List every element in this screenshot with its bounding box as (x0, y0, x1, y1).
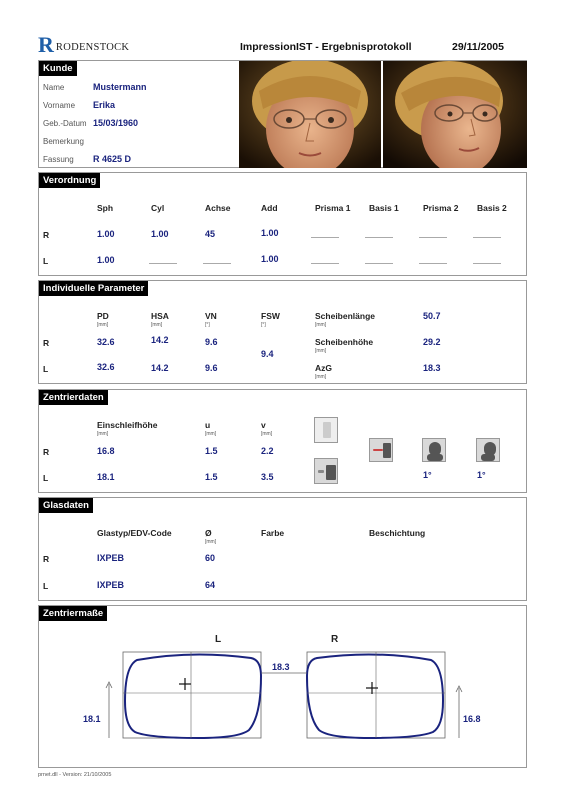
header-farbe: Farbe (261, 528, 285, 538)
section-label-kunde: Kunde (39, 61, 77, 76)
label-scheibenlaenge: Scheibenlänge (315, 311, 375, 321)
header-sph: Sph (97, 203, 114, 213)
unit-mm: [mm] (315, 348, 327, 354)
section-kunde (38, 60, 527, 168)
row-label-r: R (43, 447, 50, 457)
header-durchmesser: Ø (205, 528, 212, 538)
label-name: Name (43, 83, 65, 92)
empty-field (203, 263, 231, 264)
section-glasdaten (38, 497, 527, 601)
value-azg: 18.3 (423, 363, 441, 373)
left-lens-shape (125, 654, 261, 738)
parameter-r-vn: 9.6 (205, 337, 218, 347)
left-lens-box (123, 652, 261, 738)
frame-height-icon (314, 417, 338, 443)
label-fassung: Fassung (43, 155, 74, 164)
brand-name: RODENSTOCK (55, 42, 130, 53)
empty-field (311, 263, 339, 264)
value-vorname: Erika (93, 100, 116, 110)
parameter-l-hsa: 14.2 (151, 363, 169, 373)
label-gebdatum: Geb.-Datum (43, 119, 87, 128)
header-v: v (261, 420, 266, 430)
unit-mm: [mm] (205, 431, 217, 437)
zentrier-r-v: 2.2 (261, 446, 274, 456)
zentrier-r-einschleifhoehe: 16.8 (97, 446, 115, 456)
section-zentrierdaten (38, 389, 527, 493)
verordnung-r-cyl: 1.00 (151, 229, 169, 239)
zentrier-l-u: 1.5 (205, 472, 218, 482)
parameter-fsw: 9.4 (261, 349, 274, 359)
unit-deg: [°] (205, 322, 210, 328)
parameter-r-pd: 32.6 (97, 337, 115, 347)
value-scheibenhoehe: 29.2 (423, 337, 441, 347)
head-front-angle: 1° (423, 470, 432, 480)
parameter-l-pd: 32.6 (97, 362, 115, 372)
empty-field (473, 263, 501, 264)
empty-field (419, 263, 447, 264)
section-label-zentriermasse: Zentriermaße (39, 606, 107, 621)
verordnung-l-add: 1.00 (261, 254, 279, 264)
empty-field (419, 237, 447, 238)
footer-version: prnet.dll - Version: 21/10/2005 (38, 772, 112, 778)
verordnung-r-sph: 1.00 (97, 229, 115, 239)
parameter-r-hsa: 14.2 (151, 335, 169, 345)
header-add: Add (261, 203, 278, 213)
header-einschleifhoehe: Einschleifhöhe (97, 420, 158, 430)
header-glastyp: Glastyp/EDV-Code (97, 528, 172, 538)
head-side-icon (476, 438, 500, 462)
value-name: Mustermann (93, 82, 147, 92)
unit-mm: [mm] (151, 322, 163, 328)
zentrier-l-einschleifhoehe: 18.1 (97, 472, 115, 482)
parameter-l-vn: 9.6 (205, 363, 218, 373)
right-lens-shape (307, 654, 443, 738)
logo-letter: R (38, 32, 54, 57)
header-prisma2: Prisma 2 (423, 203, 459, 213)
zentrier-r-u: 1.5 (205, 446, 218, 456)
empty-field (149, 263, 177, 264)
header-beschichtung: Beschichtung (369, 528, 426, 538)
unit-mm: [mm] (205, 539, 217, 545)
label-azg: AzG (315, 363, 332, 373)
unit-mm: [mm] (97, 322, 109, 328)
header-vn: VN (205, 311, 217, 321)
value-fassung: R 4625 D (93, 154, 132, 164)
label-scheibenhoehe: Scheibenhöhe (315, 337, 374, 347)
row-label-r: R (43, 554, 50, 564)
empty-field (311, 237, 339, 238)
section-label-verordnung: Verordnung (39, 173, 100, 188)
row-label-l: L (43, 256, 49, 266)
head-tilt-icon (369, 438, 393, 462)
section-zentriermasse (38, 605, 527, 768)
section-parameter (38, 280, 527, 384)
unit-mm: [mm] (261, 431, 273, 437)
verordnung-r-achse: 45 (205, 229, 216, 239)
unit-mm: [mm] (315, 322, 327, 328)
header-basis1: Basis 1 (369, 203, 399, 213)
glas-l-glastyp: IXPEB (97, 580, 125, 590)
header-pd: PD (97, 311, 109, 321)
value-scheibenlaenge: 50.7 (423, 311, 441, 321)
left-height-value: 18.1 (83, 714, 101, 724)
head-side-angle: 1° (477, 470, 486, 480)
row-label-l: L (43, 473, 49, 483)
document-date: 29/11/2005 (452, 41, 504, 53)
right-height-value: 16.8 (463, 714, 481, 724)
head-front-icon (422, 438, 446, 462)
glas-l-durchmesser: 64 (205, 580, 216, 590)
unit-deg: [°] (261, 322, 266, 328)
lens-diagram (39, 606, 528, 769)
verordnung-l-sph: 1.00 (97, 255, 115, 265)
glas-r-glastyp: IXPEB (97, 553, 125, 563)
row-label-l: L (43, 581, 49, 591)
header-u: u (205, 420, 211, 430)
section-label-parameter: Individuelle Parameter (39, 281, 148, 296)
section-label-glasdaten: Glasdaten (39, 498, 93, 513)
frame-offset-icon (314, 458, 338, 484)
verordnung-r-add: 1.00 (261, 228, 279, 238)
glas-r-durchmesser: 60 (205, 553, 216, 563)
right-lens-label: R (331, 634, 339, 645)
document-title: ImpressionIST - Ergebnisprotokoll (240, 41, 412, 53)
empty-field (473, 237, 501, 238)
empty-field (365, 263, 393, 264)
customer-photo-front (239, 61, 381, 168)
value-gebdatum: 15/03/1960 (93, 118, 139, 128)
header-achse: Achse (205, 203, 231, 213)
zentrier-l-v: 3.5 (261, 472, 274, 482)
row-label-r: R (43, 230, 50, 240)
row-label-l: L (43, 364, 49, 374)
empty-field (365, 237, 393, 238)
label-vorname: Vorname (43, 101, 76, 110)
unit-mm: [mm] (97, 431, 109, 437)
section-label-zentrierdaten: Zentrierdaten (39, 390, 108, 405)
row-label-r: R (43, 338, 50, 348)
header-basis2: Basis 2 (477, 203, 507, 213)
unit-mm: [mm] (315, 374, 327, 380)
bridge-value: 18.3 (272, 662, 290, 672)
header-prisma1: Prisma 1 (315, 203, 351, 213)
label-bemerkung: Bemerkung (43, 137, 84, 146)
header-hsa: HSA (151, 311, 169, 321)
rodenstock-logo (38, 32, 130, 57)
left-lens-label: L (215, 634, 222, 645)
customer-photo-side (383, 61, 527, 168)
header-fsw: FSW (261, 311, 280, 321)
header-cyl: Cyl (151, 203, 165, 213)
section-verordnung (38, 172, 527, 276)
